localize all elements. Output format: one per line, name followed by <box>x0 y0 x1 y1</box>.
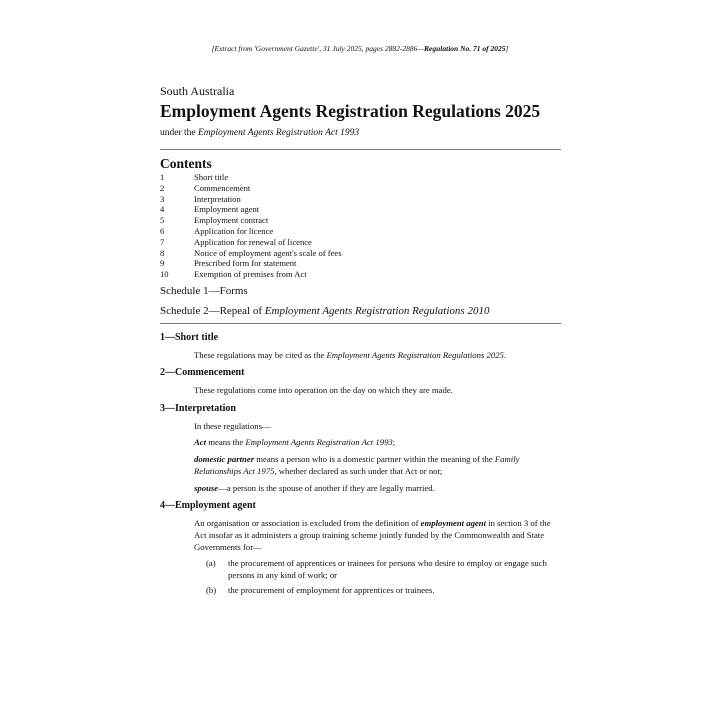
text: —a person is the spouse of another if they are legally married. <box>218 483 435 493</box>
definition-act <box>194 436 560 448</box>
act-name: Employment Agents Registration Act 1993 <box>245 437 393 447</box>
toc-item <box>160 248 560 259</box>
section-1-text <box>194 349 560 361</box>
section-4-heading: 4—Employment agent <box>160 500 256 511</box>
regulations-name: Employment Agents Registration Regulations 2025 <box>326 350 504 360</box>
toc-item <box>160 226 560 237</box>
under-prefix: under the <box>160 128 198 138</box>
text: ; <box>392 437 396 447</box>
contents-heading: Contents <box>160 156 212 171</box>
extract-suffix: ] <box>505 44 509 53</box>
toc-item <box>160 269 560 280</box>
text: An organisation or association is excluded from the definition of <box>194 518 421 528</box>
toc-number: 9 <box>160 258 165 269</box>
text: , whether declared as such under that Act or not; <box>274 466 443 476</box>
toc-item <box>160 215 560 226</box>
regulation-number: Regulation No. 71 of 2025 <box>424 44 506 53</box>
section-1-heading: 1—Short title <box>160 332 219 343</box>
toc-item <box>160 194 560 205</box>
paragraph-a <box>0 557 720 583</box>
toc-number: 5 <box>160 215 165 226</box>
extract-prefix: [Extract from 'Government Gazette', 31 July 2025, pages 2882-2886— <box>211 44 425 53</box>
paragraph-text: the procurement of apprentices or trainees for persons who desire to employ or engage such persons in any kind of work; or <box>228 558 547 580</box>
text: means a person who is a domestic partner within the meaning of the <box>254 454 495 464</box>
defined-term: spouse <box>194 483 219 493</box>
paragraph-text: the procurement of employment for apprentices or trainees. <box>228 585 435 595</box>
divider <box>160 149 561 150</box>
toc-item <box>160 172 560 183</box>
defined-term: domestic partner <box>194 454 255 464</box>
definition-domestic-partner <box>194 453 560 477</box>
toc-title: Application for licence <box>194 225 274 236</box>
toc-title: Employment agent <box>194 204 260 215</box>
toc-number: 4 <box>160 204 165 215</box>
defined-term: Act <box>194 437 207 447</box>
toc-title: Prescribed form for statement <box>194 258 297 269</box>
toc-number: 10 <box>160 269 169 280</box>
paragraph-label: (a) <box>206 558 216 568</box>
enabling-act-name: Employment Agents Registration Act 1993 <box>198 128 360 138</box>
table-of-contents <box>160 172 560 280</box>
toc-title: Short title <box>194 172 229 182</box>
toc-number: 2 <box>160 182 165 193</box>
toc-schedule-1: Schedule 1—Forms <box>160 285 248 297</box>
toc-item <box>160 258 560 269</box>
toc-number: 8 <box>160 247 165 258</box>
toc-title: Employment contract <box>194 215 269 226</box>
toc-item <box>160 237 560 248</box>
toc-number: 1 <box>160 172 165 182</box>
toc-title: Commencement <box>194 182 251 193</box>
toc-item <box>160 183 560 194</box>
paragraph-b <box>0 584 720 598</box>
section-2-heading: 2—Commencement <box>160 367 245 378</box>
toc-schedule-2 <box>160 305 489 317</box>
toc-title: Interpretation <box>194 193 241 204</box>
toc-number: 7 <box>160 236 165 247</box>
act-name: Family Relationships Act 1975 <box>194 454 520 476</box>
text: These regulations may be cited as the <box>194 350 327 360</box>
defined-term: employment agent <box>420 518 487 528</box>
section-4-text <box>194 517 560 553</box>
toc-number: 3 <box>160 193 165 204</box>
enabling-act-line <box>160 128 359 138</box>
toc-title: Notice of employment agent's scale of fees <box>194 247 342 258</box>
schedule-2-prefix: Schedule 2—Repeal of <box>160 305 265 317</box>
toc-number: 6 <box>160 225 165 236</box>
toc-title: Exemption of premises from Act <box>194 269 307 280</box>
text: means the <box>206 437 246 447</box>
gazette-extract-header <box>0 44 720 53</box>
definition-spouse <box>194 482 560 494</box>
section-2-text: These regulations come into operation on the day on which they are made. <box>194 385 453 395</box>
text: in section 3 of the Act insofar as it administers a group training scheme jointly funded by the Commonwealth and State Governments for— <box>194 518 551 552</box>
section-3-intro: In these regulations— <box>194 421 271 431</box>
text: . <box>503 350 507 360</box>
toc-title: Application for renewal of licence <box>194 236 312 247</box>
document-title: Employment Agents Registration Regulations 2025 <box>160 101 541 121</box>
schedule-2-title: Employment Agents Registration Regulations 2010 <box>264 305 490 317</box>
section-3-heading: 3—Interpretation <box>160 403 236 414</box>
jurisdiction: South Australia <box>160 84 235 98</box>
divider <box>160 323 561 324</box>
paragraph-label: (b) <box>206 585 217 595</box>
toc-item <box>160 204 560 215</box>
